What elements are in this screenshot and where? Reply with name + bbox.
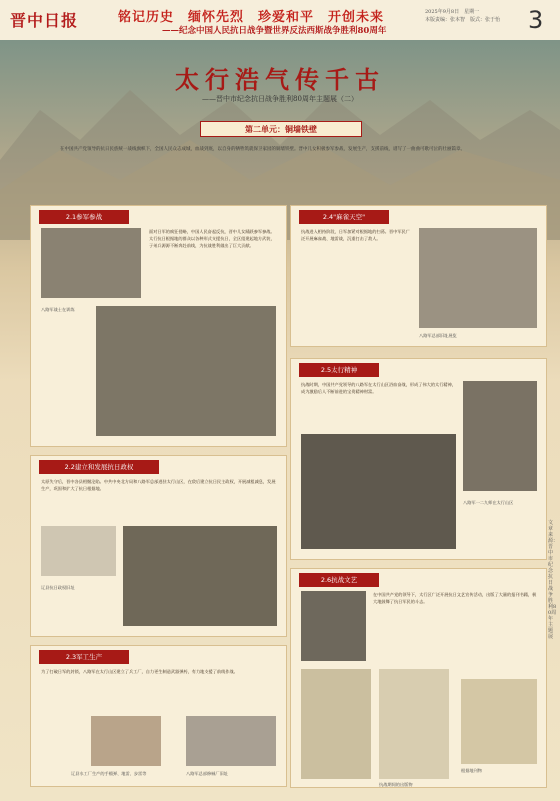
photo-caption: 辽县抗日政权旧址: [41, 585, 75, 590]
section-label: 2.5太行精神: [299, 363, 379, 377]
newspaper-header: [0, 0, 560, 42]
section-photo: [463, 381, 537, 491]
intro-text: 在中国共产党领导的抗日民族统一战线旗帜下，全国人民众志成城，血战到底，以自身的牺牲筑就保卫家园的铜墙铁壁。晋中儿女积极参军参战，发展生产，支援前线，谱写了一曲曲可歌可泣的壮丽篇章。: [60, 147, 465, 152]
section-photo: [41, 228, 141, 298]
section-text: 面对日军的疯狂侵略，中国人民奋起反抗，晋中儿女踊跃参军参战。太行抗日根据地的群众以各种形式支援抗日，全区组建起地方武装，子弟兵源源不断奔赴前线，为抗战胜利做出了巨大贡献。: [149, 229, 275, 248]
photo-caption: 抗战期间的出版物: [379, 782, 413, 787]
section-2-3: [30, 645, 287, 787]
section-photo: [461, 679, 537, 764]
section-photo: [301, 669, 371, 779]
section-text: 抗战时期，中国共产党领导的八路军在太行山区浴血奋战，形成了伟大的太行精神，成为激励后人不断前进的宝贵精神财富。: [301, 382, 456, 394]
issue-date: 2025年9月8日 星期一: [425, 9, 480, 15]
section-2-5: [290, 358, 547, 560]
section-2-6: [290, 568, 547, 788]
main-title: 太行浩气传千古: [175, 65, 385, 94]
page-number: 3: [528, 6, 544, 34]
section-label: 2.6抗战文艺: [299, 573, 379, 587]
source-note: 文章来源：晋中市纪念抗日战争胜利80周年主题展: [548, 520, 559, 640]
unit-heading: 第二单元：铜墙铁壁: [200, 121, 362, 137]
section-photo-large: [96, 306, 276, 436]
section-2-2: [30, 455, 287, 637]
section-2-1: [30, 205, 287, 447]
photo-caption: 八路军战士在训练: [41, 307, 75, 312]
section-photo: [301, 591, 366, 661]
section-photo: [186, 716, 276, 766]
photo-caption: 八路军总部旧址展览: [419, 333, 457, 338]
section-label: 2.1参军参战: [39, 210, 129, 224]
section-photo: [91, 716, 161, 766]
section-label: 2.2建立和发展抗日政权: [39, 460, 159, 474]
header-slogan: 铭记历史 缅怀先烈 珍爱和平 开创未来: [118, 10, 385, 25]
newspaper-logo: 晋中日报: [10, 11, 79, 30]
section-label: 2.4"麻雀天空": [299, 210, 389, 224]
section-text: 抗战进入相持阶段，日军加紧对根据地的扫荡。晋中军民广泛开展麻雀战、地雷战，沉重打击了敌人。: [301, 229, 410, 241]
header-subtitle: ——纪念中国人民抗日战争暨世界反法西斯战争胜利80周年: [162, 26, 387, 36]
section-text: 太原失守后，晋中各县相继沦陷。中共中央北方局和八路军总部进驻太行山区，在敌后建立抗日民主政权，开展减租减息，发展生产，巩固和扩大了抗日根据地。: [41, 479, 276, 491]
section-photo: [379, 669, 449, 779]
section-text: 在中国共产党的领导下，太行区广泛开展抗日文艺宣传活动，出版了大量的报刊书籍，极大地鼓舞了抗日军民的斗志。: [373, 592, 537, 604]
section-photo: [123, 526, 277, 626]
editor-line: 本版责编：张本智 版式：张于怡: [425, 17, 501, 23]
header-meta: [425, 8, 500, 24]
photo-caption: 根据地刊物: [461, 768, 482, 773]
photo-caption: 八路军一二九师在太行山区: [463, 500, 514, 505]
section-photo: [301, 434, 456, 549]
section-photo: [41, 526, 116, 576]
main-subtitle: ——晋中市纪念抗日战争胜利80周年主题展（二）: [202, 95, 358, 103]
section-2-4: [290, 205, 547, 347]
photo-caption: 八路军总部修械厂旧址: [186, 771, 228, 776]
section-label: 2.3军工生产: [39, 650, 129, 664]
section-text: 为了打破日军的封锁，八路军在太行山区建立了兵工厂，自力更生制造武器弹药，有力地支援了前线作战。: [41, 669, 238, 674]
section-photo: [419, 228, 537, 328]
photo-caption: 辽县水工厂生产的手榴弹、地雷、步雷等: [71, 771, 147, 776]
